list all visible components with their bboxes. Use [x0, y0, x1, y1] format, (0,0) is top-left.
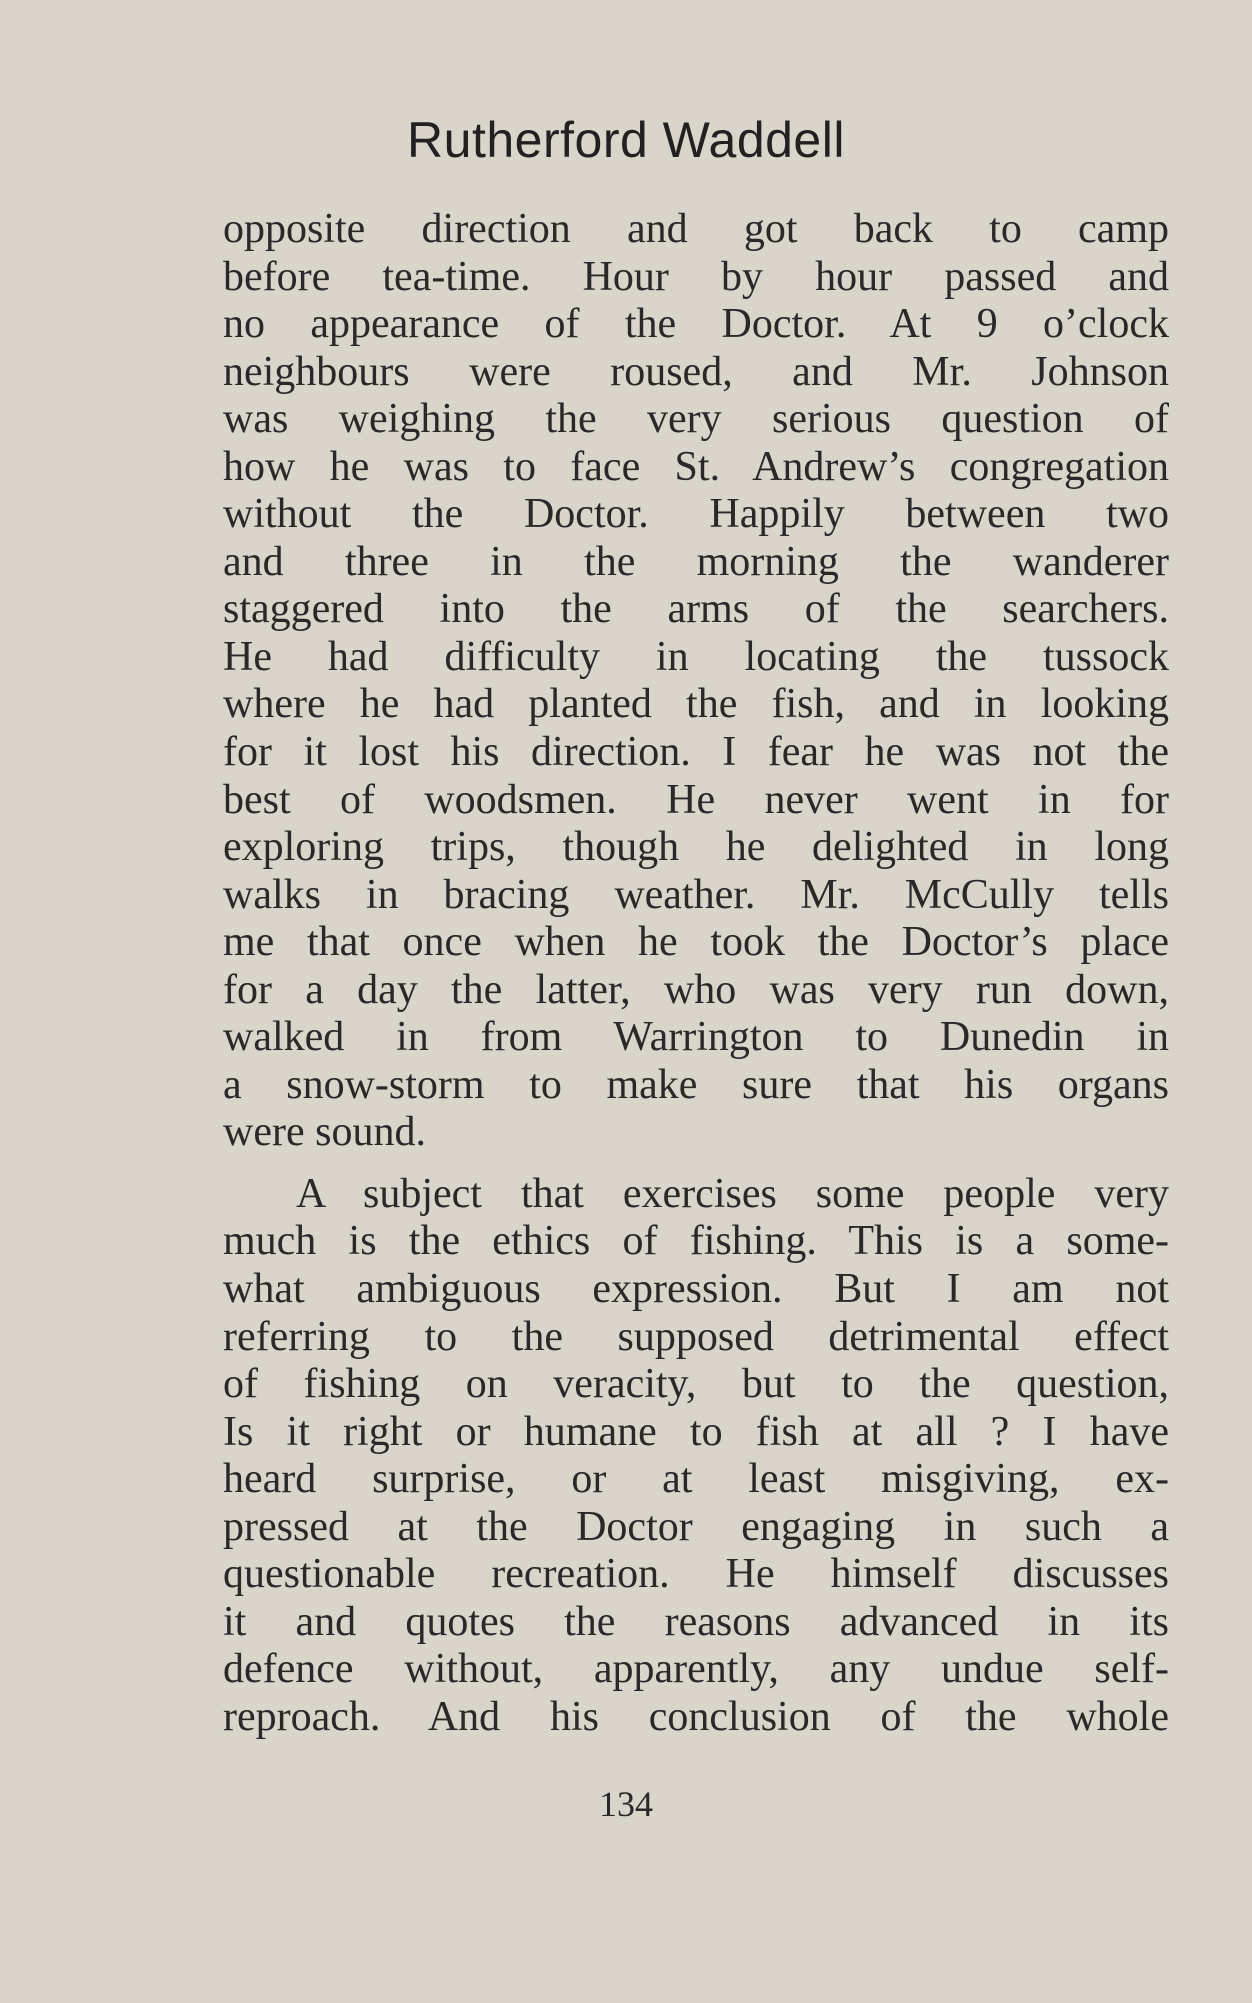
text-line: exploring trips, though he delighted in long — [223, 824, 1169, 871]
text-line: questionable recreation. He himself discusses — [223, 1551, 1169, 1598]
text-line: walked in from Warrington to Dunedin in — [223, 1014, 1169, 1061]
paragraph-gap — [223, 1157, 1169, 1171]
text-line: A subject that exercises some people very — [296, 1170, 1169, 1217]
text-line: before tea-time. Hour by hour passed and — [223, 253, 1169, 300]
text-line: was weighing the very serious question of — [223, 396, 1169, 443]
paragraph-2 — [223, 1171, 1169, 1742]
text-line: referring to the supposed detrimental effect — [223, 1313, 1169, 1360]
running-head: Rutherford Waddell — [407, 112, 845, 168]
text-line: He had difficulty in locating the tussock — [223, 633, 1169, 680]
text-line: neighbours were roused, and Mr. Johnson — [223, 348, 1169, 395]
text-line: were sound. — [223, 1109, 426, 1156]
text-line: it and quotes the reasons advanced in its — [223, 1598, 1169, 1645]
page-number: 134 — [599, 1784, 653, 1824]
text-line: without the Doctor. Happily between two — [223, 491, 1169, 538]
text-line: pressed at the Doctor engaging in such a — [223, 1503, 1169, 1550]
text-line: staggered into the arms of the searchers. — [223, 586, 1169, 633]
text-line: Is it right or humane to fish at all ? I have — [223, 1408, 1169, 1455]
text-line: for a day the latter, who was very run down, — [223, 966, 1169, 1013]
text-line: walks in bracing weather. Mr. McCully tells — [223, 871, 1169, 918]
paragraph-1 — [223, 206, 1169, 1157]
text-line: a snow-storm to make sure that his organs — [223, 1061, 1169, 1108]
text-line: no appearance of the Doctor. At 9 o’clock — [223, 301, 1169, 348]
text-line: much is the ethics of fishing. This is a some- — [223, 1218, 1169, 1265]
text-line: of fishing on veracity, but to the question, — [223, 1361, 1169, 1408]
text-line: for it lost his direction. I fear he was not the — [223, 729, 1169, 776]
text-line: how he was to face St. Andrew’s congregation — [223, 443, 1169, 490]
text-line: and three in the morning the wanderer — [223, 538, 1169, 585]
text-line: reproach. And his conclusion of the whole — [223, 1693, 1169, 1740]
text-line: best of woodsmen. He never went in for — [223, 776, 1169, 823]
text-line: heard surprise, or at least misgiving, ex- — [223, 1456, 1169, 1503]
text-line: where he had planted the fish, and in looking — [223, 681, 1169, 728]
text-line: what ambiguous expression. But I am not — [223, 1266, 1169, 1313]
text-line: me that once when he took the Doctor’s place — [223, 919, 1169, 966]
text-line: defence without, apparently, any undue self- — [223, 1646, 1169, 1693]
text-line: opposite direction and got back to camp — [223, 206, 1169, 252]
body-text — [223, 206, 1169, 1742]
